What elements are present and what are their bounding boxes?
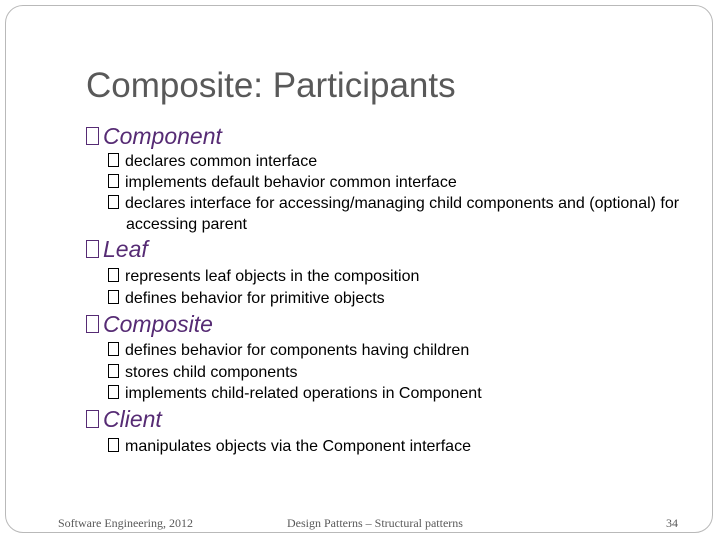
- bullet-item: [108, 436, 471, 457]
- bullet-item: [108, 288, 385, 309]
- footer-topic: Design Patterns – Structural patterns: [287, 516, 463, 530]
- topic-component: [86, 122, 222, 150]
- bullet-item: [108, 266, 419, 287]
- topic-client: [86, 405, 162, 433]
- bullet-text: implements child-related operations in Component: [125, 385, 482, 402]
- bullet-item: [108, 383, 482, 404]
- bullet-box-icon: [108, 290, 119, 304]
- bullet-box-icon: [108, 153, 119, 167]
- bullet-box-icon: [86, 240, 99, 258]
- bullet-box-icon: [108, 385, 119, 399]
- bullet-text: implements default behavior common interface: [125, 174, 457, 191]
- bullet-text: manipulates objects via the Component interface: [125, 438, 471, 455]
- topic-label: Client: [103, 406, 162, 432]
- bullet-text: represents leaf objects in the composition: [125, 268, 420, 285]
- bullet-text: defines behavior for components having children: [125, 342, 470, 359]
- bullet-box-icon: [86, 410, 99, 428]
- bullet-text: stores child components: [125, 364, 298, 381]
- topic-composite: [86, 310, 213, 338]
- bullet-box-icon: [108, 438, 119, 452]
- bullet-box-icon: [108, 174, 119, 188]
- bullet-item: [108, 172, 457, 193]
- bullet-box-icon: [108, 364, 119, 378]
- topic-label: Leaf: [103, 236, 148, 262]
- topic-label: Component: [103, 123, 222, 149]
- bullet-box-icon: [108, 268, 119, 282]
- bullet-item: [108, 340, 469, 361]
- bullet-box-icon: [108, 342, 119, 356]
- bullet-item: [108, 151, 317, 172]
- slide: [5, 5, 713, 533]
- footer-course: Software Engineering, 2012: [58, 516, 193, 530]
- topic-leaf: [86, 235, 148, 263]
- bullet-box-icon: [108, 195, 119, 209]
- bullet-item: [108, 193, 706, 235]
- bullet-text: declares common interface: [125, 153, 318, 170]
- bullet-box-icon: [86, 315, 99, 333]
- bullet-item: [108, 362, 298, 383]
- slide-title: Composite: Participants: [86, 66, 456, 105]
- bullet-box-icon: [86, 127, 99, 145]
- bullet-text: defines behavior for primitive objects: [125, 290, 385, 307]
- topic-label: Composite: [103, 311, 213, 337]
- page-number: 34: [666, 516, 678, 530]
- bullet-text: declares interface for accessing/managing child components and (optional) for accessing parent: [125, 195, 680, 233]
